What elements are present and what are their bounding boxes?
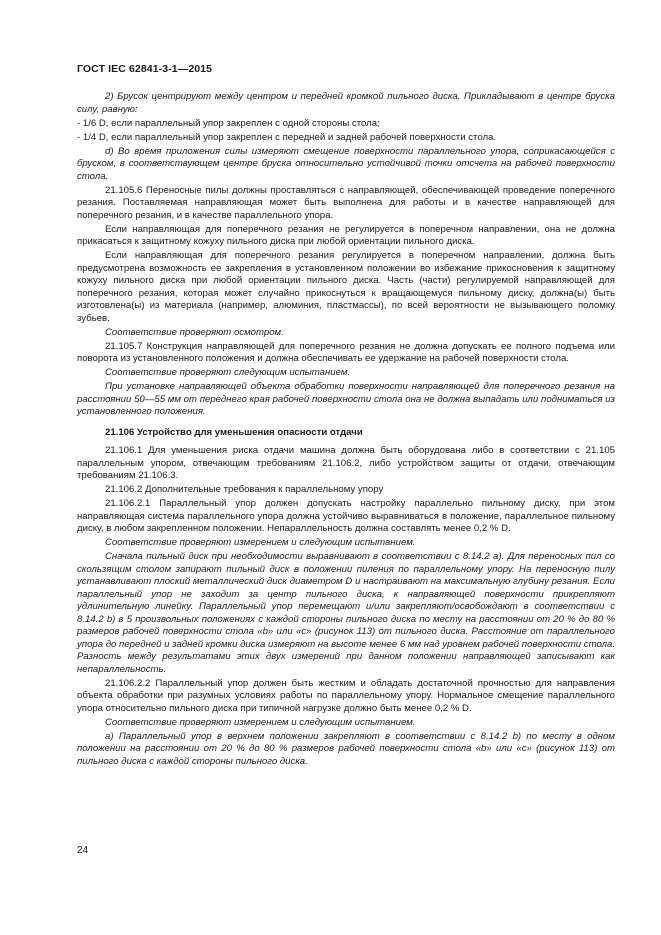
- document-body: [77, 91, 615, 770]
- paragraph: Соответствие проверяют следующим испытанием.: [105, 367, 351, 378]
- paragraph: 21.106.2 Дополнительные требования к параллельному упору: [105, 484, 384, 495]
- section-heading: 21.106 Устройство для уменьшения опасности отдачи: [105, 426, 363, 438]
- paragraph: Соответствие проверяют измерением и следующим испытанием.: [105, 537, 416, 548]
- paragraph: 21.106.1 Для уменьшения риска отдачи машина должна быть оборудована либо в соответствии с 21.105 параллельным упором, отвечающим требованиям 21.106.2, либо устройством защиты от отдачи, отвечающим требованиям 21.106.3.: [77, 445, 615, 481]
- paragraph: Соответствие проверяют осмотром.: [105, 326, 284, 338]
- paragraph: 2) Брусок центрируют между центром и передней кромкой пильного диска. Прикладывают в центре бруска силу, равную:: [77, 91, 615, 115]
- paragraph: При установке направляющей объекта обработки поверхности направляющей для поперечного резания на расстоянии 50—55 мм от переднего края рабочей поверхности стола она не должна выпадать или подниматься из установленного положения.: [77, 381, 615, 417]
- paragraph: 21.106.2.2 Параллельный упор должен быть жестким и обладать достаточной прочностью для направления объекта обработки при разумных условиях работы по параллельному упору. Нормальное смещение параллельного упора относительно пильного диска при типичной нагрузке должно быть менее 0,2 % D.: [77, 677, 615, 714]
- paragraph: d) Во время приложения силы измеряют смещение поверхности параллельного упора, соприкасающейся с бруском, в соответствующем центре бруска относительно устойчивой точки отсчета на рабочей поверхности стола.: [77, 145, 615, 182]
- paragraph: Если направляющая для поперечного резания регулируется в поперечном направлении, должна быть предусмотрена возможность ее закрепления в установленном положении во избежание прикосновения к защитному кожуху пильного диска при любой ориентации пильного диска. Часть (части) регулируемой направляющей для поперечного резания, которая может случайно прикоснуться к вращающемуся пильному диску, должна(ы) быть изготовлена(ы) из материала (например, алюминия, пластмассы), по всей вероятности не вызывающего поломку зубьев.: [77, 250, 615, 324]
- paragraph: Соответствие проверяют измерением и следующим испытанием.: [105, 716, 416, 728]
- paragraph: 21.105.6 Переносные пилы должны проставляться с направляющей, обеспечивающей проведение поперечного резания. Поставляемая направляющая может быть выполнена для работы и в качестве направляющей для поперечного резания, и в качестве параллельного упора.: [77, 184, 615, 221]
- paragraph: Если направляющая для поперечного резания не регулируется в поперечном направлении, она не должна прикасаться к защитному кожуху пильного диска при любой ориентации пильного диска.: [77, 223, 615, 247]
- page-number: 24: [77, 845, 89, 856]
- document-header: ГОСТ IEC 62841-3-1—2015: [77, 63, 213, 75]
- paragraph: - 1/4 D, если параллельный упор закреплен с передней и задней рабочей поверхности стола.: [77, 131, 497, 143]
- paragraph: 21.106.2.1 Параллельный упор должен допускать настройку параллельно пильному диску, при этом направляющая система параллельного упора должна устойчиво выравниваться в положение, параллельное пильному диску, в любом закрепленном положении. Непараллельность должна составлять менее 0,2 % D.: [77, 498, 615, 534]
- paragraph: 21.105.7 Конструкция направляющей для поперечного резания не должна допускать ее полного подъема или поворота из установленного положения и должна обеспечивать ее удержание на рабочей поверхности стола.: [77, 340, 615, 364]
- paragraph: Сначала пильный диск при необходимости выравнивают в соответствии с 8.14.2 а). Для переносных пил со скользящим столом запирают пильный диск в положении пиления по параллельному упору. На переносную пилу устанавливают плоский металлический диск диаметром D и настраивают на максимальную глубину резания. Если параллельный упор не заходит за центр пильного диска, к направляющей поверхности прикрепляют удлинительную линейку. Параллельный упор перемещают и/или закрепляют/освобождают в соответствии с 8.14.2 b) в 5 произвольных положениях с каждой стороны пильного диска по месту на расстоянии от 20 % до 80 % размеров рабочей поверхности стола «b» или «c» (рисунок 113) от пильного диска. Расстояние от параллельного упора до передней и задней кромки диска измеряют на высоте менее 6 мм над уровнем рабочей поверхности стола. Разность между результатами этих двух измерений при данном положении направляющей записывают как непараллельность.: [77, 551, 615, 675]
- paragraph: - 1/6 D, если параллельный упор закреплен с одной стороны стола;: [77, 117, 380, 129]
- paragraph: а) Параллельный упор в верхнем положении закрепляют в соответствии с 8.14.2 b) по месту в одном положении на расстоянии от 20 % до 80 % размеров рабочей поверхности стола «b» или «c» (рисунок 113) от пильного диска с каждой стороны пильного диска.: [77, 730, 615, 767]
